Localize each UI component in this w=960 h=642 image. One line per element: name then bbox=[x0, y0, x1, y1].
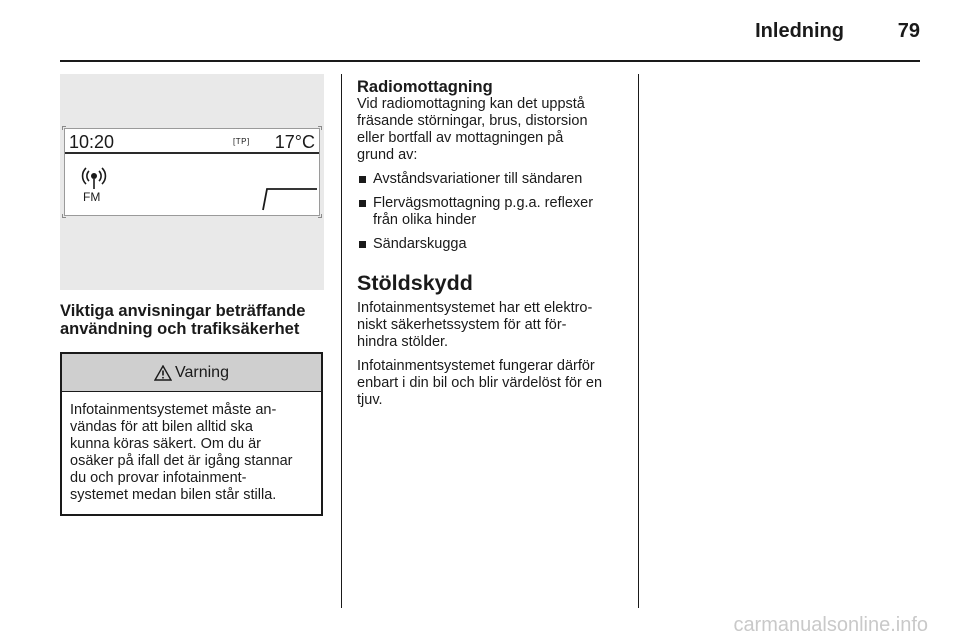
warning-line: osäker på ifall det är igång stannar bbox=[70, 453, 293, 469]
list-item-line: från olika hinder bbox=[373, 212, 477, 228]
list-item-line: Avståndsvariationer till sändaren bbox=[373, 171, 583, 187]
list-item-line: Sändarskugga bbox=[373, 236, 467, 252]
column-divider-right bbox=[638, 74, 639, 608]
warning-title: Varning bbox=[175, 363, 229, 381]
list-item bbox=[357, 236, 627, 253]
warning-box bbox=[60, 352, 323, 516]
corner-mark bbox=[62, 214, 66, 218]
warning-header bbox=[62, 354, 321, 392]
warning-line: Infotainmentsystemet måste an- bbox=[70, 402, 277, 418]
page-number: 79 bbox=[897, 20, 920, 42]
warning-triangle-icon bbox=[154, 365, 172, 381]
paragraph-line: Infotainmentsystemet fungerar därför bbox=[357, 358, 595, 374]
section-title: Inledning bbox=[755, 20, 844, 42]
middle-column bbox=[357, 78, 627, 409]
paragraph-line: Infotainmentsystemet har ett elektro- bbox=[357, 300, 593, 316]
watermark: carmanualsonline.info bbox=[733, 614, 928, 636]
theft-paragraph-1 bbox=[357, 300, 627, 351]
radio-intro-line: Vid radiomottagning kan det uppstå bbox=[357, 96, 585, 112]
radio-intro-line: eller bortfall av mottagningen på bbox=[357, 130, 564, 146]
warning-line: vändas för att bilen alltid ska bbox=[70, 419, 253, 435]
warning-line: systemet medan bilen står stilla. bbox=[70, 487, 277, 503]
column-divider-left bbox=[341, 74, 342, 608]
subheading-line: användning och trafiksäkerhet bbox=[60, 320, 300, 338]
corner-mark bbox=[318, 214, 322, 218]
paragraph-line: hindra stölder. bbox=[357, 334, 449, 350]
list-item-line: Flervägsmottagning p.g.a. reflexer bbox=[373, 195, 594, 211]
tp-indicator: [TP] bbox=[233, 137, 250, 146]
radio-wave-icon bbox=[81, 163, 107, 189]
warning-text bbox=[62, 392, 321, 514]
cause-list bbox=[357, 171, 627, 253]
display-screen bbox=[64, 128, 320, 216]
paragraph-line: niskt säkerhetssystem för att för- bbox=[357, 317, 567, 333]
theft-paragraph-2 bbox=[357, 358, 627, 409]
warning-line: kunna köras säkert. Om du är bbox=[70, 436, 261, 452]
display-time: 10:20 bbox=[69, 132, 115, 152]
corner-mark bbox=[318, 126, 322, 130]
band-label: FM bbox=[83, 190, 101, 204]
radio-intro-line: fräsande störningar, brus, distorsion bbox=[357, 113, 588, 129]
display-temperature: 17°C bbox=[274, 132, 315, 152]
list-item bbox=[357, 171, 627, 188]
display-illustration bbox=[60, 74, 324, 290]
list-item bbox=[357, 195, 627, 229]
display-status-bar bbox=[65, 129, 319, 154]
safety-subheading bbox=[60, 302, 340, 338]
header-rule bbox=[60, 60, 920, 62]
radio-heading: Radiomottagning bbox=[357, 78, 493, 96]
page-header bbox=[0, 0, 960, 62]
paragraph-line: tjuv. bbox=[357, 392, 383, 408]
signal-graph-icon bbox=[261, 185, 319, 211]
paragraph-line: enbart i din bil och blir värdelöst för en bbox=[357, 375, 603, 391]
theft-heading: Stöldskydd bbox=[357, 271, 473, 295]
radio-intro bbox=[357, 96, 627, 164]
warning-line: du och provar infotainment- bbox=[70, 470, 247, 486]
radio-intro-line: grund av: bbox=[357, 147, 418, 163]
corner-mark bbox=[62, 126, 66, 130]
subheading-line: Viktiga anvisningar beträffande bbox=[60, 302, 306, 320]
